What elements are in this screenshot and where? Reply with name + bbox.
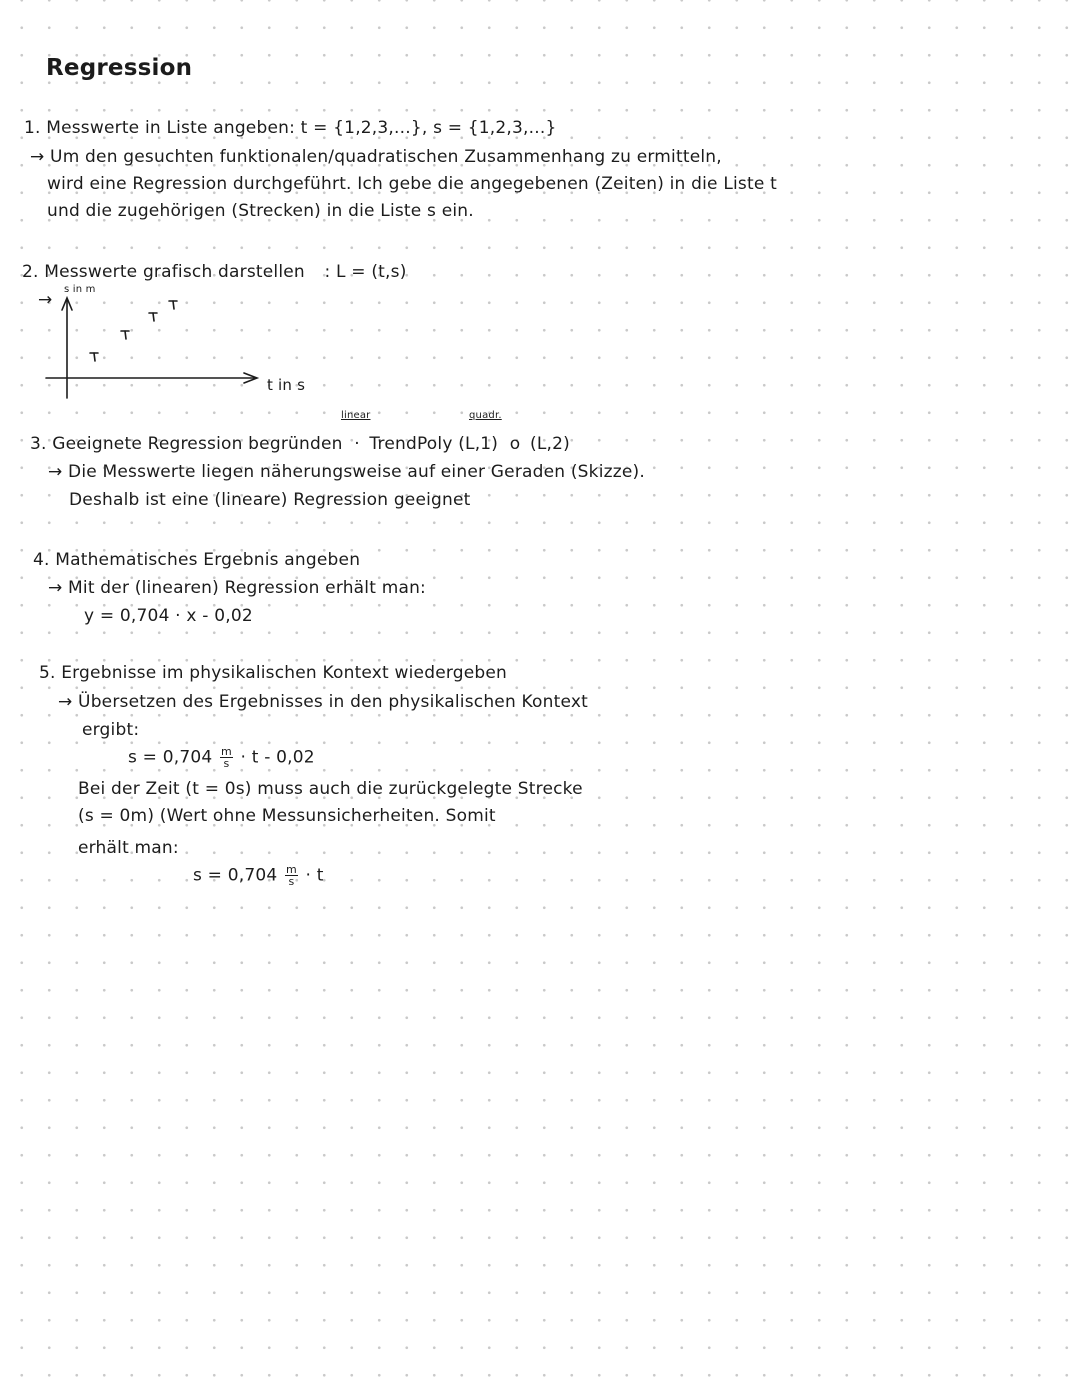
step4-line1: → Mit der (linearen) Regression erhält man: — [48, 578, 426, 598]
data-point — [149, 313, 157, 321]
step1-heading-row — [24, 118, 556, 138]
data-point — [169, 301, 177, 309]
unit-numerator: m — [221, 745, 232, 758]
step2-arrow: → — [38, 290, 53, 310]
page-title: Regression — [46, 55, 193, 81]
step4-heading: 4. Mathematisches Ergebnis angeben — [33, 550, 361, 570]
y-axis-arrowhead — [62, 298, 72, 310]
step5-line5: erhält man: — [78, 838, 179, 858]
step3-bullet: · — [354, 434, 360, 454]
eq1-left: s = 0,704 — [128, 747, 213, 768]
step3-line2: Deshalb ist eine (lineare) Regression geeignet — [69, 490, 471, 510]
trendpoly-arg-quadr: (L,2) — [529, 434, 570, 454]
step4-equation: y = 0,704 · x - 0,02 — [84, 606, 253, 626]
or-word: o — [509, 434, 521, 454]
step5-equation1 — [128, 746, 315, 769]
step2-heading: 2. Messwerte grafisch darstellen — [22, 262, 305, 282]
unit-fraction — [220, 746, 233, 769]
label-quadr: quadr. — [469, 410, 502, 421]
step1-heading: 1. Messwerte in Liste angeben: — [24, 118, 296, 138]
eq2-right: · t — [305, 865, 324, 886]
unit-denominator: s — [223, 757, 230, 770]
step1-line2: wird eine Regression durchgeführt. Ich gebe die angegebenen (Zeiten) in die Liste t — [47, 174, 777, 194]
step2-formula: : L = (t,s) — [324, 262, 407, 282]
x-axis-label: t in s — [267, 376, 306, 394]
eq2-left: s = 0,704 — [193, 865, 278, 886]
trendpoly-arg-linear: (L,1) — [458, 434, 499, 454]
data-point — [90, 353, 98, 361]
step1-line3: und die zugehörigen (Strecken) in die Liste s ein. — [47, 201, 474, 221]
label-linear: linear — [341, 410, 371, 421]
step5-line2: ergibt: — [82, 720, 140, 740]
step3-line1: → Die Messwerte liegen näherungsweise auf einer Geraden (Skizze). — [48, 462, 645, 482]
step2-heading-row — [22, 262, 407, 282]
unit-numerator: m — [286, 863, 297, 876]
unit-fraction — [285, 864, 298, 887]
x-axis-arrowhead — [244, 373, 257, 383]
eq1-right: · t - 0,02 — [240, 747, 315, 768]
step5-equation2 — [193, 864, 324, 887]
step5-line3: Bei der Zeit (t = 0s) muss auch die zurückgelegte Strecke — [78, 779, 583, 799]
step5-line4: (s = 0m) (Wert ohne Messunsicherheiten. Somit — [78, 806, 496, 826]
unit-denominator: s — [288, 875, 295, 888]
step5-line1: → Übersetzen des Ergebnisses in den physikalischen Kontext — [58, 692, 588, 712]
step1-line1: → Um den gesuchten funktionalen/quadratischen Zusammenhang zu ermitteln, — [30, 147, 722, 167]
data-point — [121, 331, 129, 339]
trendpoly-function: TrendPoly — [369, 434, 453, 454]
step3-heading: 3. Geeignete Regression begründen — [30, 434, 343, 454]
step3-heading-row — [30, 434, 570, 454]
y-axis-label: s in m — [64, 284, 96, 295]
step1-lists: t = {1,2,3,...}, s = {1,2,3,...} — [300, 118, 557, 138]
step5-heading: 5. Ergebnisse im physikalischen Kontext wiedergeben — [39, 663, 508, 683]
